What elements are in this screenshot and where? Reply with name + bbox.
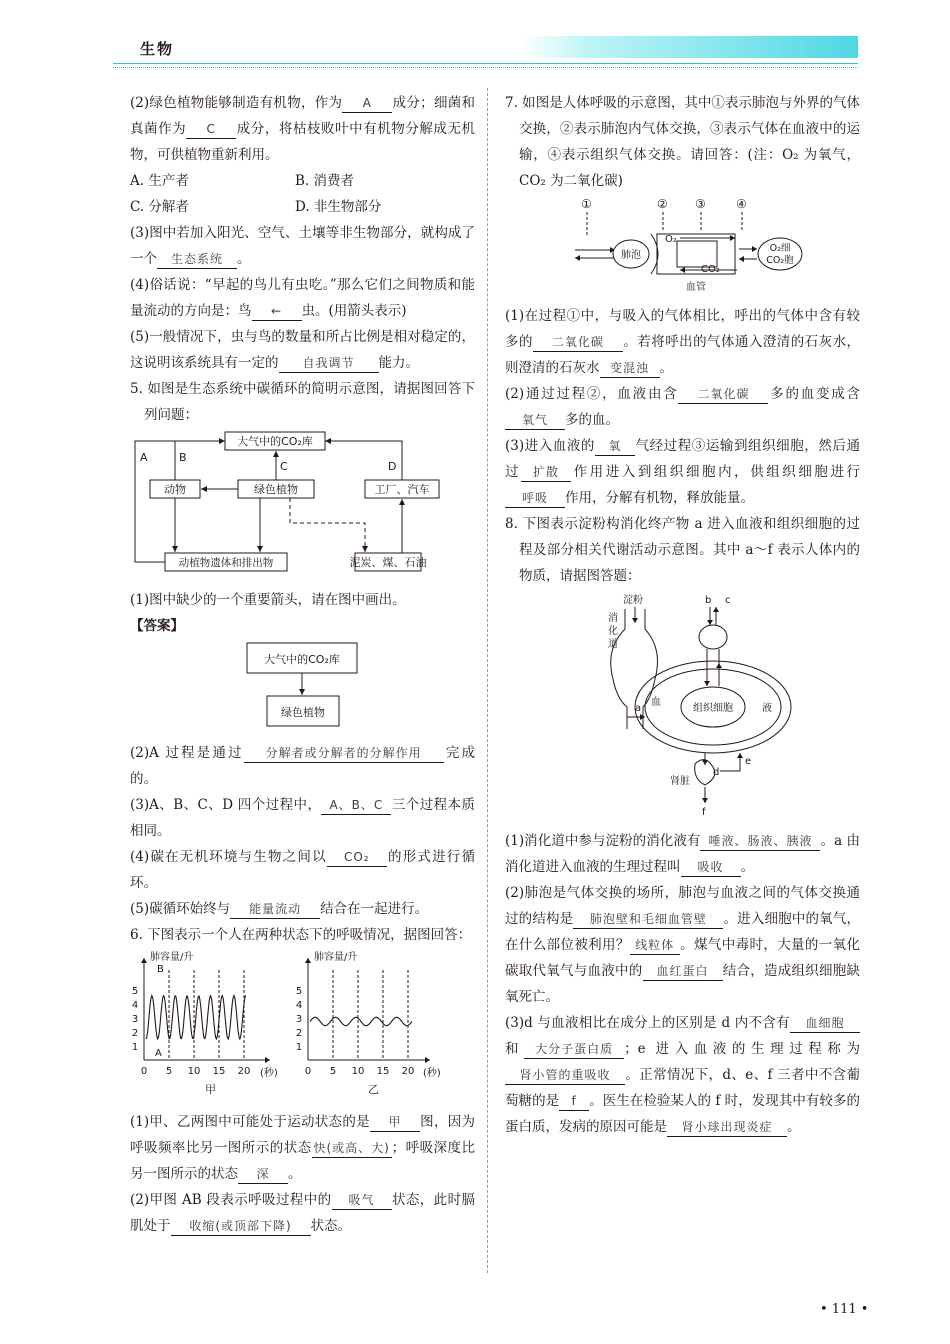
jia-xunit: (秒) bbox=[260, 1068, 278, 1079]
label-C: C bbox=[280, 460, 288, 473]
o2-label: O₂ bbox=[665, 234, 677, 245]
yi-xunit: (秒) bbox=[423, 1068, 441, 1079]
remains-label: 动植物遗体和排出物 bbox=[178, 557, 274, 569]
question-7-3: (3)进入血液的 氧 气经过程③运输到组织细胞，然后通过 扩散 作用进入到组织细胞内，供组织细胞进行呼吸 作用，分解有机物，释放能量。 bbox=[505, 438, 861, 506]
x-tick-label: 0 bbox=[140, 1066, 148, 1077]
y-tick-label: 3 bbox=[295, 1014, 303, 1025]
label-A: A bbox=[140, 451, 148, 464]
label-e: e bbox=[745, 756, 752, 767]
question-6-2: (2)甲图 AB 段表示呼吸过程中的 吸气 状态，此时膈肌处于 收缩(或顶部下降) 状态。 bbox=[130, 1192, 475, 1234]
tract-char-3: 道 bbox=[608, 639, 618, 650]
question-5-3: (3)A、B、C、D 四个过程中， A、B、C 三个过程本质相同。 bbox=[130, 797, 475, 839]
label-B: B bbox=[179, 451, 187, 464]
jia-ylabel: 肺容量/升 bbox=[150, 952, 194, 963]
question-5-5: (5)碳循环始终与 能量流动 结合在一起进行。 bbox=[130, 901, 429, 917]
num-1: ① bbox=[581, 197, 592, 211]
num-2: ② bbox=[657, 197, 668, 211]
question-4-4: (4)俗话说：“早起的鸟儿有虫吃。”那么它们之间物质和能量流动的方向是：鸟 ← 虫。(用箭头表示) bbox=[130, 277, 475, 319]
question-5-2: (2)A 过程是通过 分解者或分解者的分解作用 完成的。 bbox=[130, 745, 476, 787]
question-5-4: (4)碳在无机环境与生物之间以 CO₂ 的形式进行循环。 bbox=[130, 849, 476, 891]
label-a: a bbox=[635, 703, 642, 714]
label-f: f bbox=[702, 807, 706, 818]
answer-atm-label: 大气中的CO₂库 bbox=[264, 653, 340, 666]
tract-char-2: 化 bbox=[608, 626, 618, 637]
x-tick-label: 10 bbox=[351, 1066, 365, 1077]
x-tick-label: 5 bbox=[165, 1066, 173, 1077]
question-7-intro: 7. 如图是人体呼吸的示意图，其中①表示肺泡与外界的气体交换，②表示肺泡内气体交换，③表示气体在血液中的运输，④表示组织气体交换。请回答：(注：O₂ 为氧气，CO₂ 为二氧化碳) bbox=[505, 95, 860, 189]
respiration-diagram bbox=[505, 194, 860, 294]
question-4-2: (2)绿色植物能够制造有机物，作为 A 成分；细菌和真菌作为 C 成分，将枯枝败叶中有机物分解成无机物，可供植物重新利用。 bbox=[130, 95, 476, 163]
yi-ylabel: 肺容量/升 bbox=[314, 952, 358, 963]
x-tick-label: 15 bbox=[212, 1066, 226, 1077]
starch-label: 淀粉 bbox=[623, 595, 643, 606]
y-tick-label: 1 bbox=[131, 1042, 139, 1053]
digestion-diagram bbox=[505, 589, 860, 819]
column-divider bbox=[487, 88, 488, 1273]
question-8-2: (2)肺泡是气体交换的场所，肺泡与血液之间的气体交换通过的结构是 肺泡壁和毛细血管壁 。进入细胞中的氧气，在什么部位被利用？ 线粒体 。煤气中毒时，大量的一氧化碳取代氧气与血液中的 血红蛋白 结合，造成组织细胞缺氧死亡。 bbox=[505, 885, 861, 1005]
blood-label: 血 bbox=[651, 697, 661, 708]
vessel-label: 血管 bbox=[686, 282, 706, 293]
page-number: • 111 • bbox=[820, 1302, 869, 1317]
x-tick-label: 20 bbox=[401, 1066, 415, 1077]
label-d: d bbox=[713, 767, 720, 778]
options bbox=[130, 168, 475, 220]
label-D: D bbox=[388, 460, 397, 473]
question-4-3: (3)图中若加入阳光、空气、土壤等非生物部分，就构成了一个 生态系统 。 bbox=[130, 225, 475, 267]
right-column bbox=[505, 90, 860, 1140]
num-4: ④ bbox=[736, 197, 747, 211]
header-rule-dotted bbox=[113, 67, 858, 68]
x-tick-label: 15 bbox=[376, 1066, 390, 1077]
plant-label: 绿色植物 bbox=[254, 483, 298, 496]
y-tick-label: 5 bbox=[295, 986, 303, 997]
carbon-cycle-diagram bbox=[130, 428, 475, 578]
chart-yi bbox=[296, 950, 441, 1096]
cell-label-1: O₂细 bbox=[769, 243, 791, 254]
atm-label: 大气中的CO₂库 bbox=[237, 435, 313, 448]
lung-sac bbox=[699, 625, 727, 649]
question-8-1: (1)消化道中参与淀粉的消化液有 唾液、肠液、胰液 。a 由消化道进入血液的生理过程叫 吸收 。 bbox=[505, 833, 861, 875]
question-5-intro: 5. 如图是生态系统中碳循环的简明示意图，请据图回答下列问题： bbox=[130, 381, 475, 423]
tissue-cell-label: 组织细胞 bbox=[693, 703, 733, 714]
y-tick-label: 4 bbox=[295, 1000, 303, 1011]
header-rule bbox=[113, 63, 858, 64]
tract-char-1: 消 bbox=[608, 613, 618, 624]
question-6-intro: 6. 下图表示一个人在两种状态下的呼吸情况，据图回答： bbox=[130, 927, 472, 943]
lung-label: 肺泡 bbox=[621, 250, 641, 261]
cell-label-2: CO₂胞 bbox=[766, 255, 794, 266]
label-c: c bbox=[725, 595, 731, 606]
y-tick-label: 3 bbox=[131, 1014, 139, 1025]
question-8-3: (3)d 与血液相比在成分上的区别是 d 内不含有 血细胞和 大分子蛋白质 ；e 进入血液的生理过程称为肾小管的重吸收 。正常情况下，d、e、f 三者中不含葡萄糖的是 f 。医生在检验某人的 f 时，发现其中有较多的蛋白质，发病的原因可能是 肾小球出现炎症 。 bbox=[505, 1015, 861, 1135]
question-8-intro: 8. 下图表示淀粉构消化终产物 a 进入血液和组织细胞的过程及部分相关代谢活动示意图。其中 a～f 表示人体内的物质，请据图答题： bbox=[505, 516, 860, 584]
question-6-1: (1)甲、乙两图中可能处于运动状态的是 甲 图，因为呼吸频率比另一图所示的状态 快(或高、大) ；呼吸深度比另一图所示的状态 深 。 bbox=[130, 1114, 476, 1182]
point-A: A bbox=[155, 1048, 162, 1059]
label-b: b bbox=[705, 595, 712, 606]
y-tick-label: 5 bbox=[131, 986, 139, 997]
answer-label: 【答案】 bbox=[130, 618, 184, 634]
y-tick-label: 4 bbox=[131, 1000, 139, 1011]
header-bar bbox=[520, 36, 858, 58]
answer-diagram bbox=[130, 639, 475, 731]
option: C. 分解者 bbox=[130, 199, 189, 215]
question-5-1: (1)图中缺少的一个重要箭头，请在图中画出。 bbox=[130, 592, 406, 608]
question-4-5: (5)一般情况下，虫与鸟的数量和所占比例是相对稳定的，这说明该系统具有一定的 自我调节 能力。 bbox=[130, 329, 475, 371]
x-tick-label: 10 bbox=[187, 1066, 201, 1077]
y-tick-label: 2 bbox=[131, 1028, 139, 1039]
question-7-2: (2)通过过程②，血液由含 二氧化碳 多的血变成含氧气 多的血。 bbox=[505, 386, 861, 428]
breathing-charts bbox=[130, 948, 475, 1100]
animal-label: 动物 bbox=[164, 483, 186, 496]
num-3: ③ bbox=[695, 197, 706, 211]
y-tick-label: 2 bbox=[295, 1028, 303, 1039]
jia-label: 甲 bbox=[205, 1083, 216, 1096]
co2-label: CO₂ bbox=[701, 264, 720, 275]
y-tick-label: 1 bbox=[295, 1042, 303, 1053]
kidney-label: 肾脏 bbox=[670, 776, 690, 787]
x-tick-label: 20 bbox=[237, 1066, 251, 1077]
subject-title: 生物 bbox=[140, 40, 175, 58]
fossil-label: 泥炭、煤、石油 bbox=[349, 556, 427, 569]
question-7-1: (1)在过程①中，与吸入的气体相比，呼出的气体中含有较多的 二氧化碳 。若将呼出的气体通入澄清的石灰水，则澄清的石灰水 变混浊 。 bbox=[505, 308, 861, 376]
option: D. 非生物部分 bbox=[295, 199, 382, 215]
answer-plant-label: 绿色植物 bbox=[281, 706, 325, 719]
yi-label: 乙 bbox=[368, 1083, 379, 1096]
x-tick-label: 5 bbox=[329, 1066, 337, 1077]
left-column bbox=[130, 90, 475, 1239]
factory-label: 工厂、汽车 bbox=[374, 483, 430, 496]
x-tick-label: 0 bbox=[304, 1066, 312, 1077]
liquid-label: 液 bbox=[762, 703, 772, 714]
chart-jia bbox=[132, 950, 278, 1096]
point-B: B bbox=[157, 964, 164, 975]
option: B. 消费者 bbox=[295, 173, 355, 189]
option: A. 生产者 bbox=[130, 173, 189, 189]
